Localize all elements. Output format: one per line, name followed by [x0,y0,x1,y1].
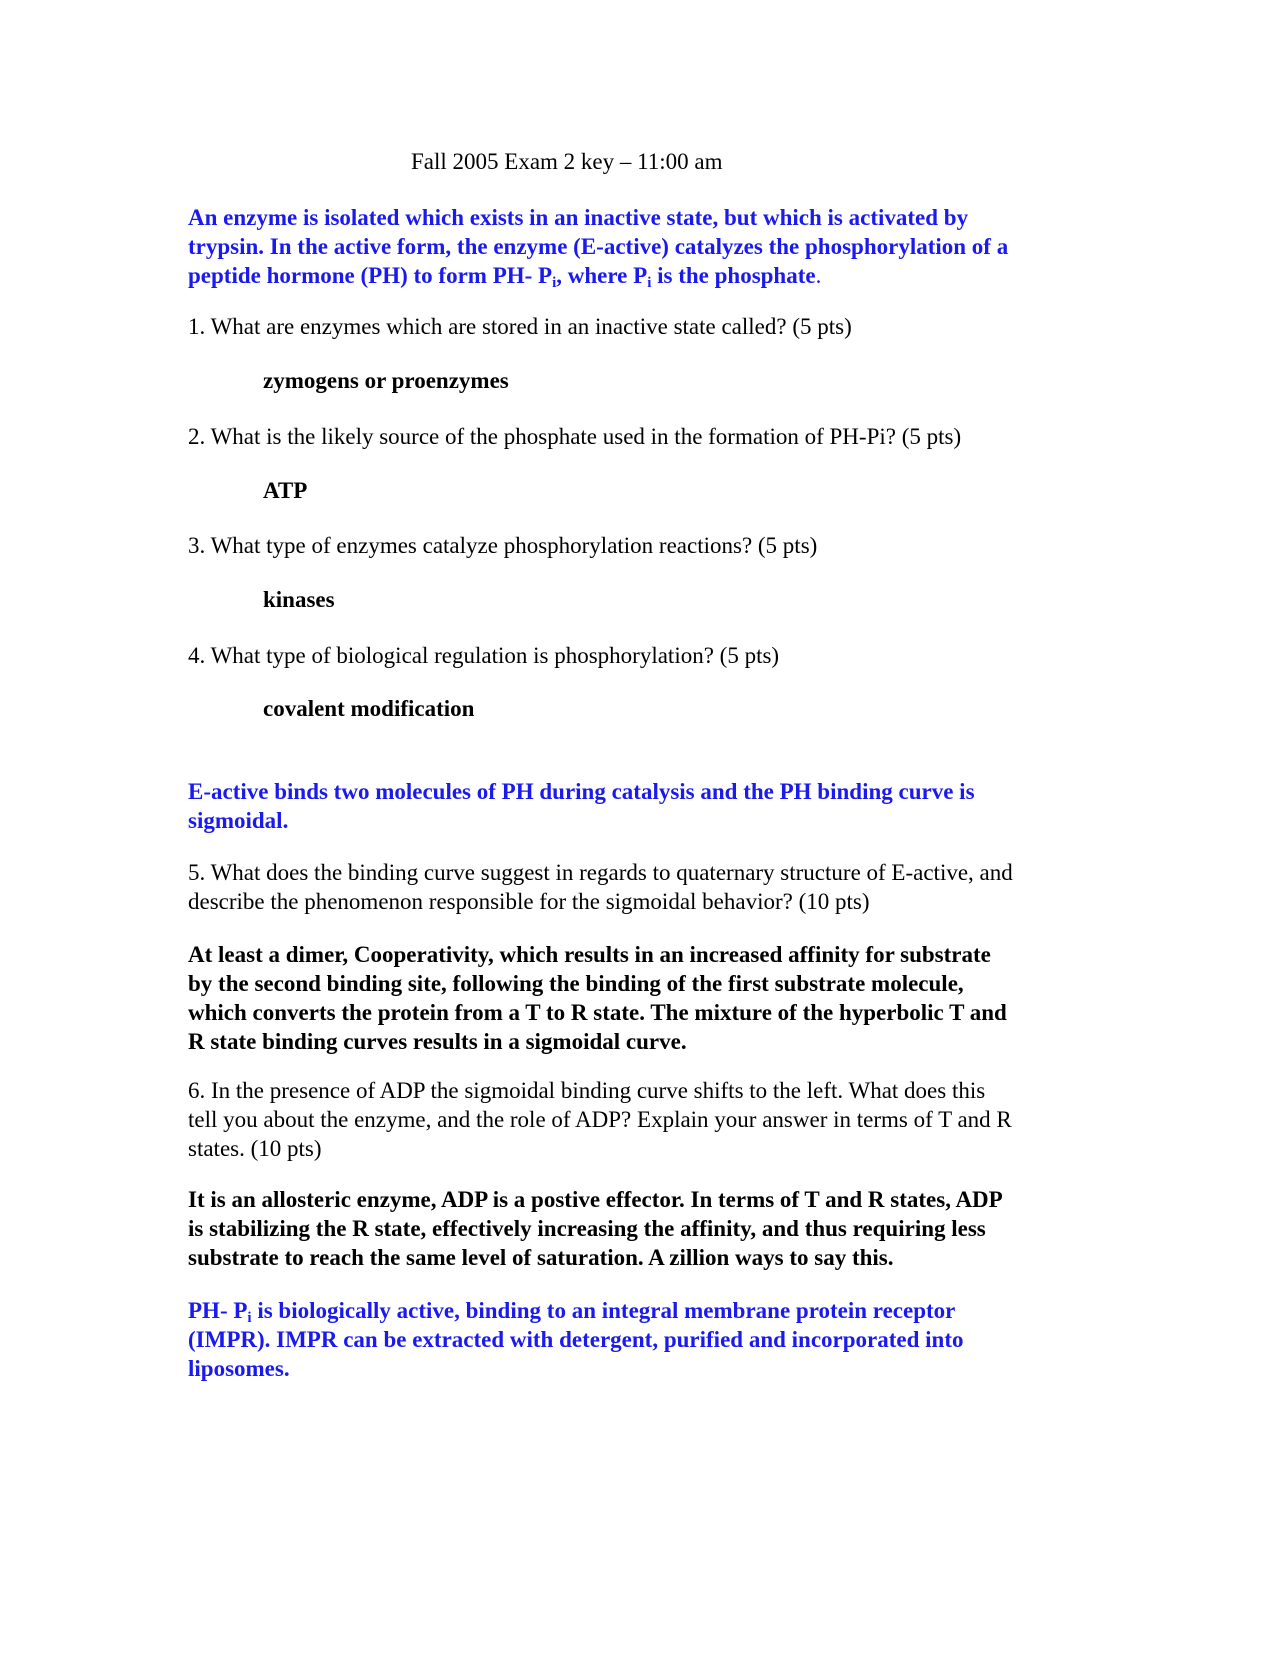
intro-1-text-b: , where P [556,263,648,288]
subscript-i: i [647,275,652,291]
question-6 [188,1076,1108,1163]
intro-paragraph-3 [188,1296,1108,1383]
answer-3: kinases [263,587,335,612]
subscript-i: i [552,275,557,291]
intro-3-line-3: liposomes. [188,1356,290,1381]
intro-1-text-a: peptide hormone (PH) to form PH- P [188,263,553,288]
question-5-line-2: describe the phenomenon responsible for the sigmoidal behavior? (10 pts) [188,889,870,914]
question-1: 1. What are enzymes which are stored in an inactive state called? (5 pts) [188,314,852,339]
question-6-line-1: 6. In the presence of ADP the sigmoidal binding curve shifts to the left. What does this [188,1078,986,1103]
intro-2-line-2: sigmoidal. [188,808,289,833]
answer-5-line-1: At least a dimer, Cooperativity, which results in an increased affinity for substrate [188,942,991,967]
subscript-i: i [247,1310,252,1326]
intro-3-line-2: (IMPR). IMPR can be extracted with detergent, purified and incorporated into [188,1327,964,1352]
intro-3-line-1 [188,1296,1108,1325]
answer-6-line-1: It is an allosteric enzyme, ADP is a postive effector. In terms of T and R states, ADP [188,1187,1003,1212]
intro-1-line-1: An enzyme is isolated which exists in an inactive state, but which is activated by [188,205,969,230]
intro-3-text-b: is biologically active, binding to an integral membrane protein receptor [251,1298,956,1323]
exam-title: Fall 2005 Exam 2 key – 11:00 am [411,149,723,174]
answer-2: ATP [263,478,308,503]
intro-1-period: . [815,263,822,288]
intro-paragraph-2 [188,777,1108,835]
question-2: 2. What is the likely source of the phosphate used in the formation of PH-Pi? (5 pts) [188,424,962,449]
intro-1-text-c: is the phosphate [651,263,816,288]
intro-2-line-1: E-active binds two molecules of PH during catalysis and the PH binding curve is [188,779,975,804]
answer-1: zymogens or proenzymes [263,368,509,393]
question-6-line-2: tell you about the enzyme, and the role of ADP? Explain your answer in terms of T and R [188,1107,1012,1132]
answer-5-line-2: by the second binding site, following the binding of the first substrate molecule, [188,971,964,996]
answer-6 [188,1185,1108,1272]
question-3: 3. What type of enzymes catalyze phosphorylation reactions? (5 pts) [188,533,818,558]
answer-4: covalent modification [263,696,475,721]
question-4: 4. What type of biological regulation is phosphorylation? (5 pts) [188,643,780,668]
question-6-line-3: states. (10 pts) [188,1136,322,1161]
intro-1-line-2: trypsin. In the active form, the enzyme (E-active) catalyzes the phosphorylation of a [188,234,1009,259]
answer-5-line-3: which converts the protein from a T to R state. The mixture of the hyperbolic T and [188,1000,1007,1025]
answer-5-line-4: R state binding curves results in a sigmoidal curve. [188,1029,687,1054]
answer-6-line-2: is stabilizing the R state, effectively increasing the affinity, and thus requiring less [188,1216,986,1241]
question-5 [188,858,1108,916]
intro-1-line-3 [188,261,1108,290]
question-5-line-1: 5. What does the binding curve suggest in regards to quaternary structure of E-active, and [188,860,1013,885]
answer-5 [188,940,1108,1056]
intro-3-text-a: PH- P [188,1298,248,1323]
answer-6-line-3: substrate to reach the same level of saturation. A zillion ways to say this. [188,1245,894,1270]
intro-paragraph-1 [188,203,1108,290]
